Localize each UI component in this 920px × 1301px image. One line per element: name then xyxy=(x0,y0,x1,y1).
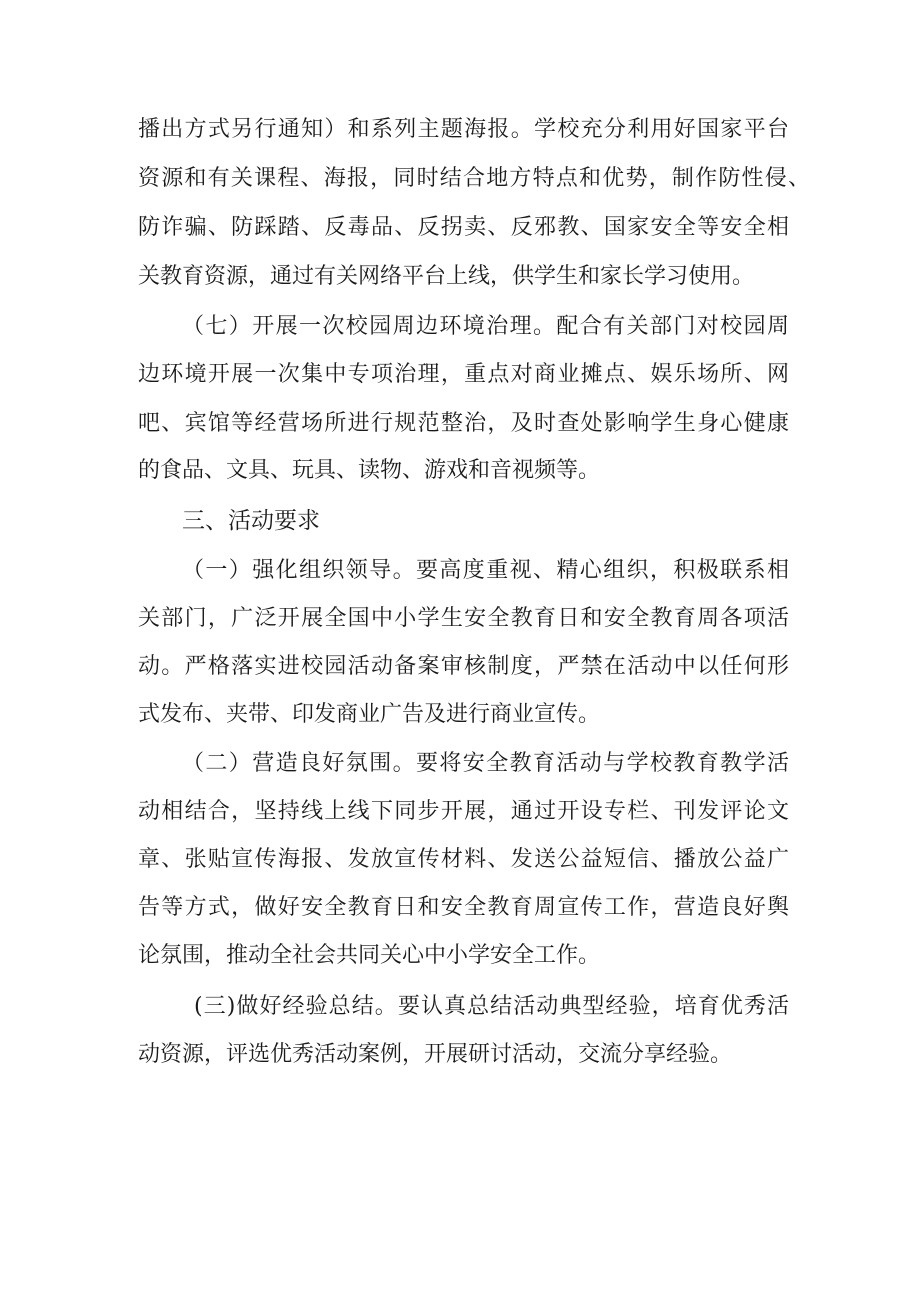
paragraph-line: 防诈骗、防踩踏、反毒品、反拐卖、反邪教、国家安全等安全相 xyxy=(138,215,789,240)
paragraph-line: 论氛围，推动全社会共同关心中小学安全工作。 xyxy=(138,943,601,968)
paragraph-line: 章、张贴宣传海报、发放宣传材料、发送公益短信、播放公益广 xyxy=(138,847,789,872)
paragraph-line: （七）开展一次校园周边环境治理。配合有关部门对校园周 xyxy=(182,314,789,339)
paragraph-line: 边环境开展一次集中专项治理，重点对商业摊点、娱乐场所、网 xyxy=(138,362,789,387)
paragraph-line: 动。严格落实进校园活动备案审核制度，严禁在活动中以任何形 xyxy=(138,654,789,679)
paragraph-line: 的食品、文具、玩具、读物、游戏和音视频等。 xyxy=(138,458,601,483)
paragraph-line: 动相结合，坚持线上线下同步开展，通过开设专栏、刊发评论文 xyxy=(138,799,789,824)
paragraph-line: 告等方式，做好安全教育日和安全教育周宣传工作，营造良好舆 xyxy=(138,895,789,920)
paragraph-line: 吧、宾馆等经营场所进行规范整治，及时查处影响学生身心健康 xyxy=(138,411,789,436)
paragraph-line: 式发布、夹带、印发商业广告及进行商业宣传。 xyxy=(138,702,601,727)
paragraph-line: 动资源，评选优秀活动案例，开展研讨活动，交流分享经验。 xyxy=(138,1042,733,1067)
paragraph-line: 关部门，广泛开展全国中小学生安全教育日和安全教育周各项活 xyxy=(138,606,789,631)
section-heading: 三、活动要求 xyxy=(182,508,320,534)
paragraph-line: 关教育资源，通过有关网络平台上线，供学生和家长学习使用。 xyxy=(138,264,755,289)
paragraph-line: 播出方式另行通知）和系列主题海报。学校充分利用好国家平台 xyxy=(138,117,789,142)
paragraph-line: （二）营造良好氛围。要将安全教育活动与学校教育教学活 xyxy=(182,751,789,776)
paragraph-line: 资源和有关课程、海报，同时结合地方特点和优势，制作防性侵、 xyxy=(138,166,810,191)
paragraph-line: (三)做好经验总结。要认真总结活动典型经验，培育优秀活 xyxy=(194,994,789,1019)
paragraph-line: （一）强化组织领导。要高度重视、精心组织，积极联系相 xyxy=(182,558,789,583)
